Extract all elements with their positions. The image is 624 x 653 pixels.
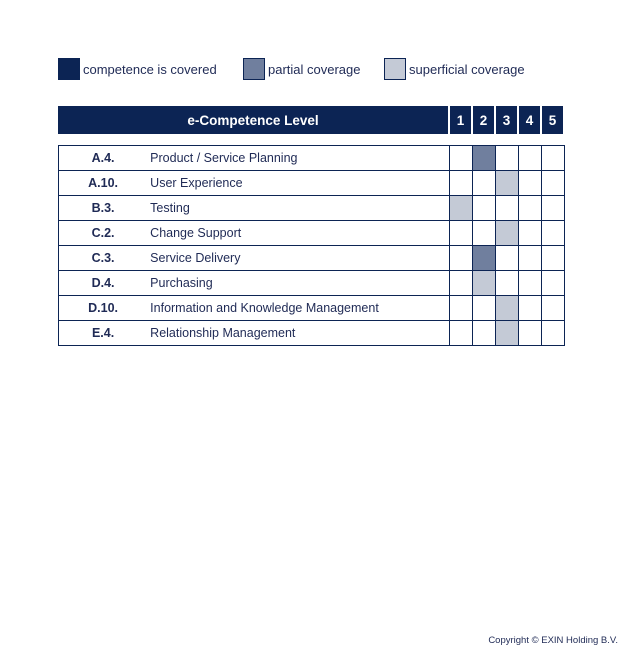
level-cell-3: [495, 171, 518, 196]
level-cell-2: [472, 221, 495, 246]
table-row: [59, 146, 565, 171]
table-row: [59, 296, 565, 321]
legend-swatch-superficial: [384, 58, 406, 80]
level-cell-3: [495, 321, 518, 346]
competence-code: C.3.: [59, 246, 148, 271]
level-cell-5: [541, 196, 564, 221]
competence-name: Product / Service Planning: [147, 146, 449, 171]
competence-name: Purchasing: [147, 271, 449, 296]
header-level-5: 5: [542, 106, 563, 134]
level-cell-2: [472, 321, 495, 346]
legend-swatch-partial: [243, 58, 265, 80]
level-cell-1: [449, 321, 472, 346]
competence-name: Information and Knowledge Management: [147, 296, 449, 321]
legend-item-covered: [58, 56, 217, 82]
table-row: [59, 321, 565, 346]
competence-name: Relationship Management: [147, 321, 449, 346]
level-cell-4: [518, 196, 541, 221]
level-cell-2: [472, 171, 495, 196]
level-cell-4: [518, 296, 541, 321]
level-cell-5: [541, 321, 564, 346]
table-row: [59, 171, 565, 196]
competence-code: A.10.: [59, 171, 148, 196]
level-cell-1: [449, 171, 472, 196]
legend-swatch-covered: [58, 58, 80, 80]
level-cell-1: [449, 196, 472, 221]
competence-code: D.10.: [59, 296, 148, 321]
legend-label: superficial coverage: [409, 61, 525, 77]
legend-item-partial: [243, 56, 361, 82]
level-cell-5: [541, 246, 564, 271]
level-cell-2: [472, 271, 495, 296]
competence-code: C.2.: [59, 221, 148, 246]
header-level-3: 3: [496, 106, 517, 134]
level-cell-4: [518, 146, 541, 171]
level-cell-3: [495, 296, 518, 321]
level-cell-1: [449, 271, 472, 296]
table-row: [59, 246, 565, 271]
competence-name: Change Support: [147, 221, 449, 246]
level-cell-1: [449, 146, 472, 171]
level-cell-3: [495, 221, 518, 246]
table-row: [59, 221, 565, 246]
header-level-1: 1: [450, 106, 471, 134]
competence-name: Service Delivery: [147, 246, 449, 271]
level-cell-4: [518, 221, 541, 246]
level-cell-4: [518, 271, 541, 296]
level-cell-1: [449, 296, 472, 321]
header-title: e-Competence Level: [58, 106, 448, 134]
competence-table: [58, 145, 565, 346]
level-cell-1: [449, 221, 472, 246]
competence-name: Testing: [147, 196, 449, 221]
level-cell-4: [518, 321, 541, 346]
competence-code: A.4.: [59, 146, 148, 171]
copyright: Copyright © EXIN Holding B.V.: [488, 635, 618, 646]
competence-code: D.4.: [59, 271, 148, 296]
legend-label: competence is covered: [83, 61, 217, 77]
level-cell-3: [495, 246, 518, 271]
level-cell-4: [518, 171, 541, 196]
level-cell-5: [541, 271, 564, 296]
level-cell-5: [541, 296, 564, 321]
level-cell-1: [449, 246, 472, 271]
legend-label: partial coverage: [268, 61, 361, 77]
level-cell-2: [472, 146, 495, 171]
level-cell-2: [472, 246, 495, 271]
level-cell-3: [495, 196, 518, 221]
level-cell-5: [541, 146, 564, 171]
competence-code: E.4.: [59, 321, 148, 346]
legend-item-superficial: [384, 56, 525, 82]
competence-name: User Experience: [147, 171, 449, 196]
level-cell-3: [495, 271, 518, 296]
level-cell-3: [495, 146, 518, 171]
level-cell-2: [472, 296, 495, 321]
competence-code: B.3.: [59, 196, 148, 221]
table-row: [59, 196, 565, 221]
header-level-2: 2: [473, 106, 494, 134]
level-cell-2: [472, 196, 495, 221]
level-cell-5: [541, 221, 564, 246]
table-row: [59, 271, 565, 296]
header-level-4: 4: [519, 106, 540, 134]
level-cell-4: [518, 246, 541, 271]
level-cell-5: [541, 171, 564, 196]
